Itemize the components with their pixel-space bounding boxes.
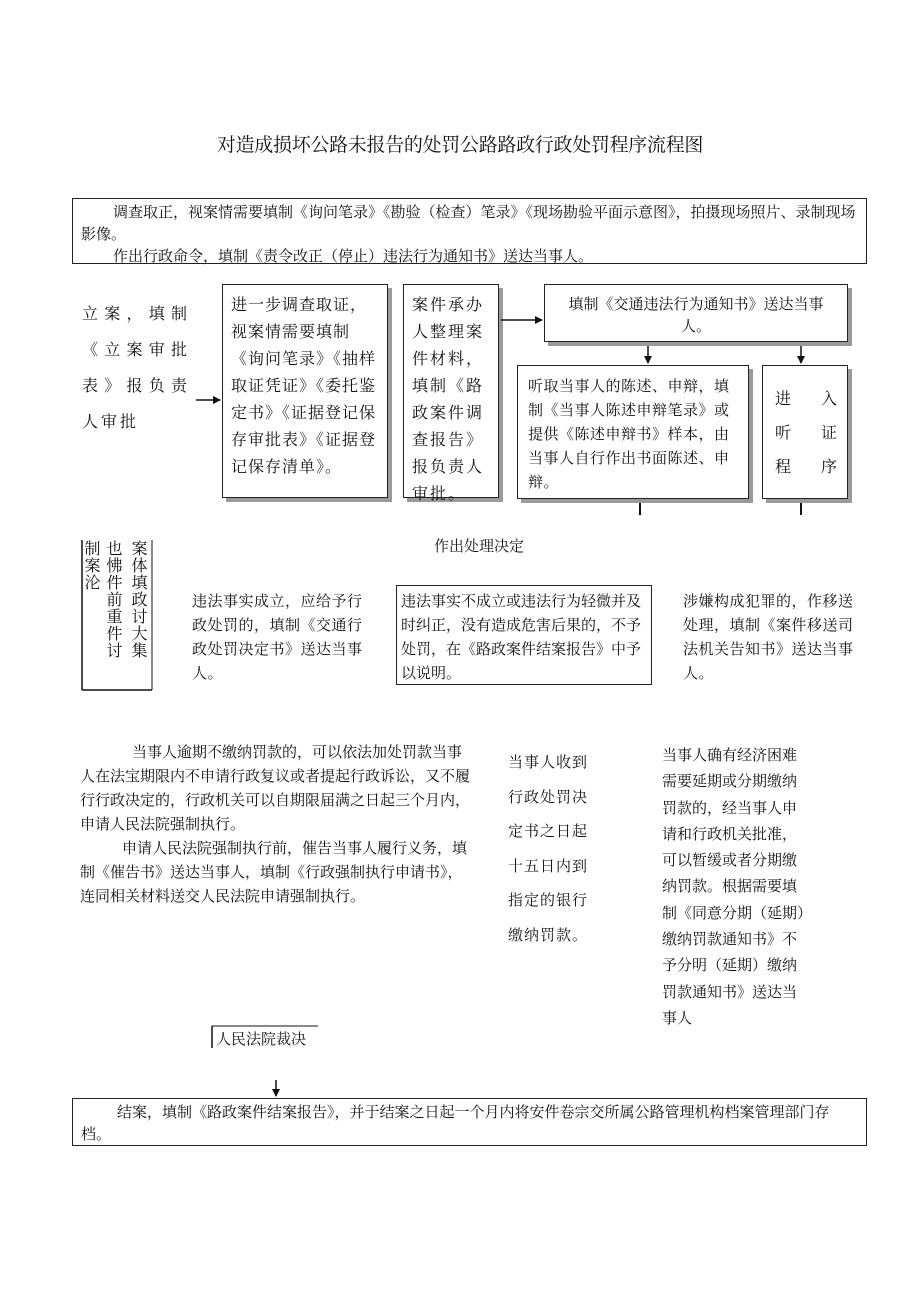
- hearing-char: 序: [821, 457, 838, 476]
- payment-line: 行政处罚决: [508, 787, 589, 806]
- hearing-char: 听: [775, 423, 792, 442]
- deferral-line: 制《同意分期（延期）: [662, 903, 813, 922]
- vertical-column-1: 案体填政讨大集: [129, 540, 148, 659]
- violation-notice-text: 填制《交通违法行为通知书》送达当事人。: [568, 295, 824, 335]
- payment-line: 当事人收到: [508, 753, 589, 771]
- further-investigation-text: 进一步调查取证，视案情需要填制《询问笔录》《抽样取证凭证》《委托鉴定书》《证据登记保存审批表》《证据登记保存清单》。: [231, 295, 377, 476]
- payment-line: 指定的银行: [508, 891, 589, 910]
- vertical-column-2: 也怫件前重件讨: [104, 540, 123, 659]
- deferral-line: 请和行政机关批准，: [662, 824, 798, 843]
- deferral-line: 缴纳罚款通知书》不: [662, 930, 798, 949]
- deferral-line: 当事人确有经济困难: [662, 746, 798, 764]
- decision-label: 作出处理决定: [434, 537, 525, 555]
- filing-text: 立案，填制《立案审批表》报负责人审批: [82, 304, 190, 431]
- decision-punish-text: 违法事实成立，应给予行政处罚的，填制《交通行政处罚决定书》送达当事人。: [192, 592, 363, 682]
- statement-defense-text: 听取当事人的陈述、申辩，填制《当事人陈述申辩笔录》或提供《陈述申辩书》样本，由当事人自行作出书面陈述、申辩。: [528, 377, 730, 491]
- command-text: 作出行政命令，填制《责令改正（停止）违法行为通知书》送达当事人。: [113, 247, 594, 265]
- hearing-char: 程: [775, 457, 792, 476]
- hearing-char: 证: [821, 423, 838, 442]
- investigate-text: 调查取正，视案情需要填制《询问笔录》《勘验（检查）笔录》《现场勘验平面示意图》，拍摄现场照片、录制现场影像。: [81, 203, 856, 243]
- deferral-line: 罚款通知书》送达当: [662, 982, 798, 1001]
- case-closure-text: 结案，填制《路政案件结案报告》，并于结案之日起一个月内将安件卷宗交所属公路管理机构档案管理部门存档。: [81, 1103, 830, 1143]
- enforcement-text-1: 当事人逾期不缴纳罚款的，可以依法加处罚款当事人在法宝期限内不申请行政复议或者提起行政诉讼，又不履行行政决定的，行政机关可以自期限届满之日起三个月内，申请人民法院强制执行。: [80, 743, 471, 833]
- payment-line: 缴纳罚款。: [508, 925, 589, 944]
- hearing-char: 进: [775, 389, 792, 408]
- payment-line: 定书之日起: [508, 822, 589, 841]
- vertical-column-3: 制案沦: [82, 540, 101, 591]
- hearing-char: 入: [821, 389, 838, 408]
- deferral-line: 予分明（延期）缴纳: [662, 956, 798, 975]
- organize-materials-text: 案件承办人整理案件材料，填制《路政案件调查报告》报负责人审批。: [412, 295, 485, 503]
- payment-line: 十五日内到: [508, 856, 589, 875]
- decision-crime-text: 涉嫌构成犯罪的，作移送处理，填制《案件移送司法机关告知书》送达当事人。: [683, 592, 854, 682]
- deferral-line: 需要延期或分期缴纳: [662, 772, 798, 791]
- court-ruling-text: 人民法院裁决: [216, 1030, 307, 1048]
- deferral-line: 罚款的，经当事人申: [662, 798, 798, 817]
- deferral-line: 事人: [662, 1008, 693, 1027]
- deferral-line: 纳罚款。根据需要填: [662, 877, 798, 896]
- deferral-line: 可以暂缓或者分期缴: [662, 851, 798, 870]
- page-title: 对造成损坏公路未报告的处罚公路路政行政处罚程序流程图: [216, 134, 704, 156]
- enforcement-text-2: 申请人民法院强制执行前，催告当事人履行义务，填制《催告书》送达当事人，填制《行政强制执行申请书》，连同相关材料送交人民法院申请强制执行。: [80, 839, 468, 905]
- decision-no-penalty-text: 违法事实不成立或违法行为轻微并及时纠正，没有造成危害后果的，不予处罚，在《路政案件结案报告》中予以说明。: [401, 592, 642, 682]
